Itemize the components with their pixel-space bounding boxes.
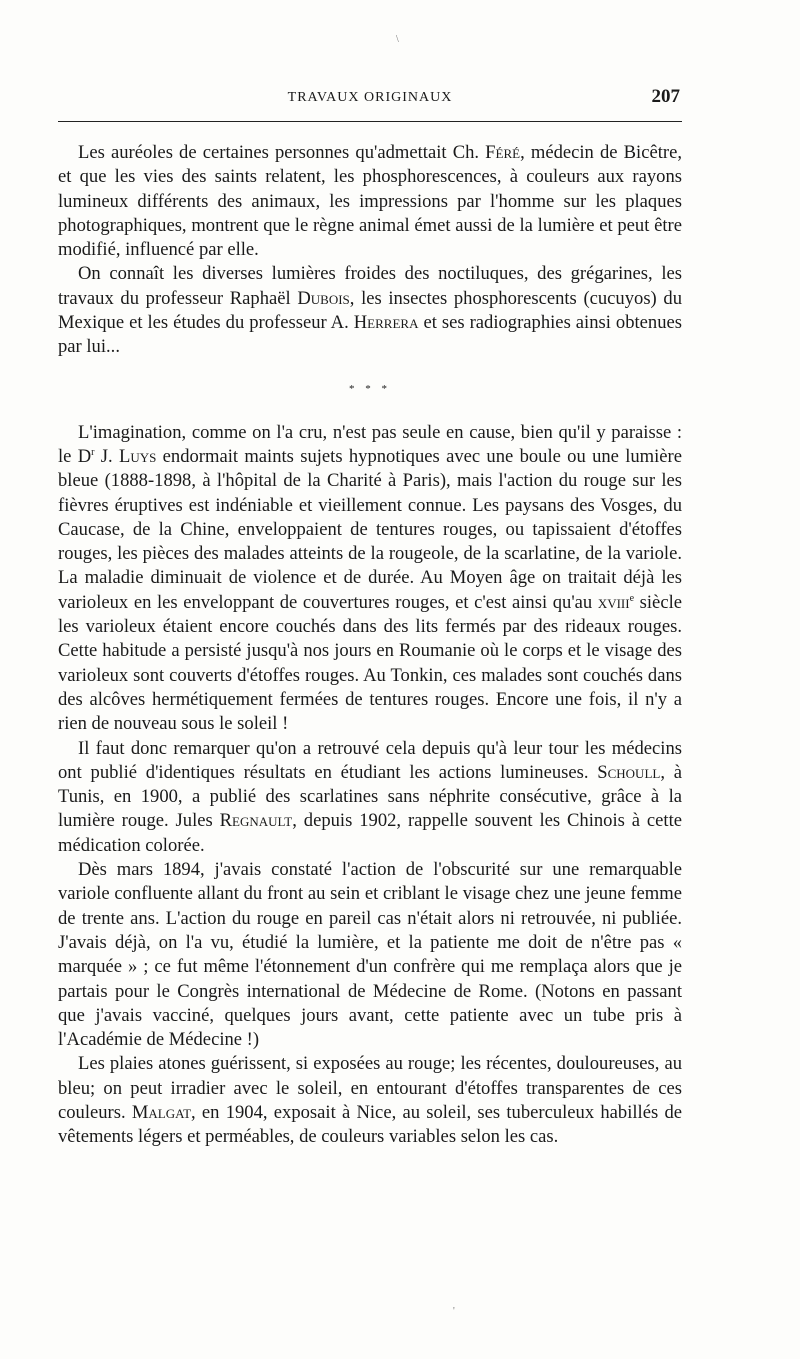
scan-speck: ' bbox=[453, 1306, 455, 1317]
paragraph-1: Les auréoles de certaines personnes qu'admettait Ch. Féré, médecin de Bicêtre, et que les vies des saints relatent, les phosphorescences, à couleurs aux rayons lumineux différents des animaux, les impressions par l'homme sur les plaques photographiques, montrent que le règne animal émet aussi de la lumière et peut être modifié, influencé par elle. bbox=[58, 142, 682, 261]
paragraph-2: On connaît les diverses lumières froides des noctiluques, des grégarines, les travaux du professeur Raphaël Dubois, les insectes phosphorescents (cucuyos) du Mexique et les études du professeur A. Herrera et ses radiographies ainsi obtenues par lui... bbox=[58, 263, 683, 358]
page-number: 207 bbox=[651, 86, 680, 107]
author-name: Féré bbox=[485, 142, 521, 163]
author-name: Luys bbox=[118, 445, 157, 467]
author-name: Regnault bbox=[219, 810, 293, 832]
author-name: Schoull bbox=[597, 761, 661, 783]
header-rule bbox=[58, 121, 682, 122]
body-text bbox=[58, 141, 682, 1150]
paragraph-4: Il faut donc remarquer qu'on a retrouvé cela depuis qu'à leur tour les médecins ont publié d'identiques résultats en étudiant les actions lumineuses. Schoull, à Tunis, en 1900, a publié des scarlatines sans néphrite consécutive, grâce à la lumière rouge. Jules Regnault, depuis 1902, rappelle souvent les Chinois à cette médication colorée. bbox=[58, 737, 683, 856]
author-name: Dubois bbox=[297, 287, 350, 309]
paragraph-6: Les plaies atones guérissent, si exposées au rouge; les récentes, douloureuses, au bleu; on peut irradier avec le soleil, en entourant d'étoffes transparentes de ces couleurs. Malgat, en 1904, exposait à Nice, au soleil, ses tuberculeux habillés de vêtements légers et perméables, de couleurs variables selon les cas. bbox=[58, 1053, 682, 1148]
author-name: Malgat bbox=[131, 1101, 192, 1123]
scan-speck: \ bbox=[396, 34, 399, 45]
paragraph-5: Dès mars 1894, j'avais constaté l'action de l'obscurité sur une remarquable variole confluente allant du front au sein et criblant le visage chez une jeune femme de trente ans. L'action du rouge en pareil cas n'était alors ni retrouvée, ni publiée. J'avais déjà, on l'a vu, étudié la lumière, et la patiente me doit de n'être pas « marquée » ; ce fut même l'étonnement d'un confrère qui me remplaça alors que je partais pour le Congrès international de Médecine de Rome. (Notons en passant que j'avais vacciné, quelques jours avant, cette patiente avec un tube pris à l'Académie de Médecine !) bbox=[58, 859, 682, 1051]
running-head bbox=[58, 86, 682, 114]
section-separator: * * * bbox=[349, 382, 391, 395]
paragraph-3: L'imagination, comme on l'a cru, n'est pas seule en cause, bien qu'il y paraisse : le $D^r$ J. Luys endormait maints sujets hypnotiques avec une boule ou une lumière bleue (1888-1898, à l'hôpital de la Charité à Paris), mais l'action du rouge sur les fièvres éruptives est indéniable et vieillement connue. Les paysans des Vosges, du Caucase, de la Chine, enveloppaient de tentures rouges, ou tapissaient d'étoffes rouges, les pièces des malades atteints de la rougeole, de la scarlatine, de la variole. La maladie diminuait de violence et de durée. Au Moyen âge on traitait déjà les varioleux en les enveloppant de couvertures rouges, et c'est ainsi qu'au xviii$^e$ siècle les varioleux étaient encore couchés dans des lits fermés par des rideaux rouges. Cette habitude a persisté jusqu'à nos jours en Roumanie où le corps et le visage des varioleux sont couverts d'étoffes rouges. Au Tonkin, ces malades sont couchés dans des alcôves hermétiquement fermées de tentures rouges. Encore une fois, il n'y a rien de nouveau sous le soleil ! bbox=[58, 421, 683, 735]
century-numeral: xviii bbox=[597, 591, 630, 613]
running-title: TRAVAUX ORIGINAUX bbox=[287, 90, 453, 105]
author-name: Herrera bbox=[353, 312, 419, 334]
